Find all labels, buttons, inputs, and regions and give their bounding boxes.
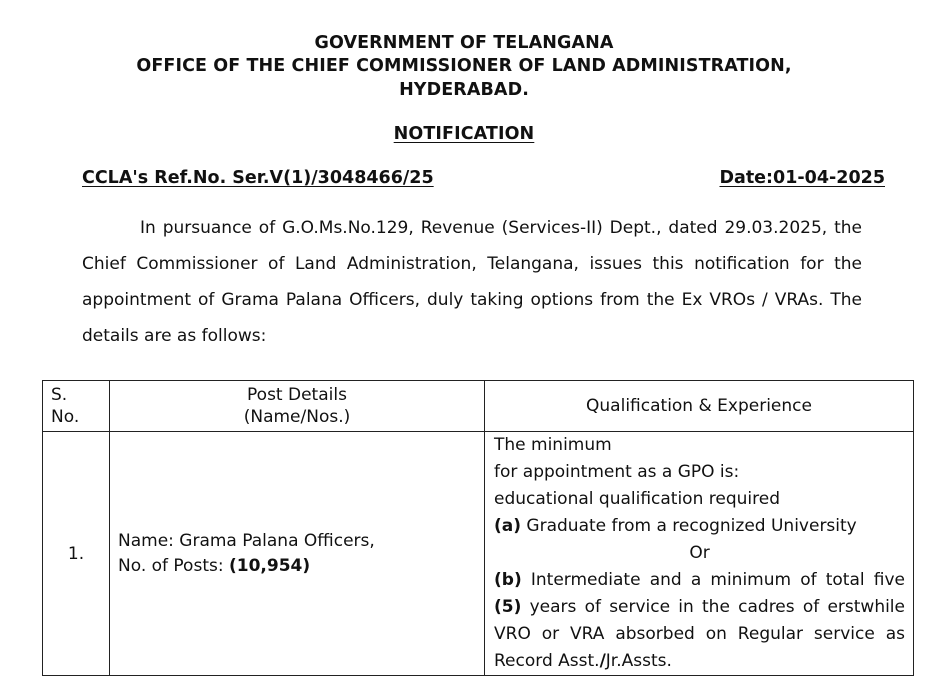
qual-b-text-3: Jr.Assts.	[605, 651, 672, 671]
header-post-details	[110, 381, 485, 432]
header-sno-line2: No.	[51, 407, 80, 427]
post-name	[118, 529, 484, 554]
post-name-value: Grama Palana Officers,	[179, 530, 375, 551]
table-header-row	[43, 381, 914, 432]
header-city: HYDERABAD.	[399, 80, 529, 100]
header-qualification: Qualification & Experience	[485, 381, 914, 432]
qual-line-1: The minimum	[494, 435, 612, 455]
qual-line-2: for appointment as a GPO is:	[494, 462, 740, 482]
notification-date: Date:01-04-2025	[719, 168, 885, 188]
qual-line-3: educational qualification required	[494, 489, 780, 509]
header-office: OFFICE OF THE CHIEF COMMISSIONER OF LAND ADMINISTRATION,	[136, 56, 792, 76]
header-sno-line1: S.	[51, 385, 68, 405]
body-paragraph: In pursuance of G.O.Ms.No.129, Revenue (Services-II) Dept., dated 29.03.2025, the Chief Commissioner of Land Administration, Telangana, issues this notification for the appointment of Grama Palana Officers, duly taking options from the Ex VROs / VRAs. The details are as follows:	[82, 218, 862, 346]
qual-option-b	[494, 567, 905, 675]
row-sno: 1.	[43, 432, 110, 676]
header-post-line1: Post Details	[247, 385, 347, 405]
qual-a-marker: (a)	[494, 516, 522, 536]
post-count-value: (10,954)	[228, 555, 311, 576]
qual-or: Or	[689, 543, 710, 563]
reference-number: CCLA's Ref.No. Ser.V(1)/3048466/25	[82, 168, 434, 188]
header-post-line2: (Name/Nos.)	[243, 407, 351, 427]
post-count	[118, 554, 484, 579]
header-sno	[43, 381, 110, 432]
qual-b-marker: (b)	[494, 570, 522, 590]
post-name-label: Name:	[118, 530, 180, 551]
table-row	[43, 432, 914, 676]
header-government: GOVERNMENT OF TELANGANA	[314, 33, 614, 53]
qual-b-text-2: years of service in the cadres of erstwhile VRO or VRA absorbed on Regular service as Record Asst.	[494, 597, 905, 671]
qual-b-years: (5)	[494, 597, 522, 617]
post-count-label: No. of Posts:	[118, 555, 229, 576]
post-details-table	[42, 380, 914, 676]
row-qualification	[485, 432, 914, 676]
qual-a-text: Graduate from a recognized University	[521, 516, 857, 536]
qual-b-slash: /	[599, 651, 606, 671]
qual-option-a	[494, 513, 905, 540]
qual-b-text-1: Intermediate and a minimum of total five	[521, 570, 905, 590]
row-post-details	[110, 432, 485, 676]
notification-title: NOTIFICATION	[393, 124, 535, 144]
